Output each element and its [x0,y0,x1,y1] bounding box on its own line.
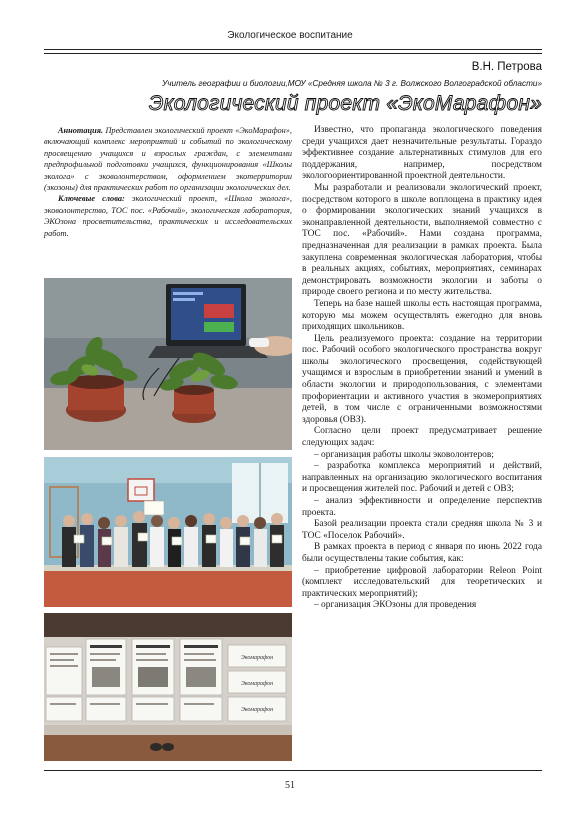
card-label-2: Экомарафон [240,681,274,687]
list-item: – организация работы школы эковолонтеров; [314,449,494,460]
abstract-label: Аннотация. [58,126,104,135]
body-text [302,125,542,612]
footer-rule [44,770,542,771]
card-label-3: Экомарафон [240,707,274,713]
photo-laboratory-plants [44,278,292,450]
paragraph: Теперь на базе нашей школы есть настоящая программа, которую мы можем осуществлять ежегодно для вновь приходящих школьников. [302,298,542,333]
list-item: – анализ эффективности и определение перспектив проекта. [302,496,542,518]
photo-group-gym [44,457,292,607]
paragraph: Известно, что пропаганда экологического поведения среди учащихся дает незначительные результаты. Гораздо эффективнее создание альтернативных стимулов для его поддержания, например, посредством экологоориентированной проектной деятельности. [302,125,542,182]
header-rule-thin [44,53,542,54]
author-name: В.Н. Петрова [471,61,542,73]
paragraph: В рамках проекта в период с января по июнь 2022 года были осуществлены такие события, как: [302,542,542,564]
paragraph: Согласно цели проект предусматривает решение следующих задач: [302,426,542,449]
list-item: – организация ЭКОзоны для проведения [314,600,477,611]
abstract [44,125,292,193]
keywords-text: экологический проект, «Школа эколога», эковолонтерство, ТОС пос. «Рабочий», экологическая лаборатория, ЭКОзона просветительства, практических и исследовательских работ. [44,194,292,238]
page-number: 51 [285,780,295,791]
paragraph: Базой реализации проекта стали средняя школа № 3 и ТОС «Поселок Рабочий». [302,519,542,541]
abstract-block [44,125,292,239]
photo-eco-posters [44,613,292,761]
keywords [44,193,292,239]
running-head: Экологическое воспитание [227,30,353,41]
paragraph: Цель реализуемого проекта: создание на территории пос. Рабочий особого экологического пространства вокруг школы экологического просвещения, содействующей учащимся и взрослым в приобретении знаний и умений в области экологии и природопользования, с элементами профориентации и активного участия в экомероприятиях детей, в том числе с ограниченными возможностями здоровья (ОВЗ). [302,333,542,425]
author-affiliation: Учитель географии и биологии,МОУ «Средняя школа № 3 г. Волжского Волгоградской области» [162,79,542,88]
header-rule [44,49,542,50]
abstract-text: Представлен экологический проект «ЭкоМарафон», включающий комплекс мероприятий и событий по экологическому просвещению учащихся и взрослых граждан, с элементами предпрофильной подготовки учащихся, функционирования «Школы эколога» с эковолонтерством, оформлением экотерритории (экозоны) для практических работ по организации экологических дел. [44,126,292,193]
article-title: Экологический проект «ЭкоМарафон» [148,92,542,115]
paragraph: Мы разработали и реализовали экологический проект, посредством которого в школе воплощена в практику идея о формировании экологических знаний учащихся в эконаправленной деятельности, выполняемой совместно с ТОС пос. «Рабочий». Нами создана программа, предназначенная для реализации в рамках проекта. Была закуплена современная экологическая лаборатория, чтобы в реальных акциях, событиях, мероприятиях, семинарах демонстрировать возможности экологии и заботы о природе своего региона и по месту жительства. [302,182,542,298]
card-label-1: Экомарафон [240,655,274,661]
keywords-label: Ключевые слова: [58,194,125,204]
list-item: – разработка комплекса мероприятий и действий, направленных на организацию экологического воспитания и просвещения жителей пос. Рабочий и детей с ОВЗ; [302,461,542,495]
list-item: – приобретение цифровой лаборатории Releon Point (комплект исследовательский для теоретических и практических мероприятий); [302,565,542,599]
